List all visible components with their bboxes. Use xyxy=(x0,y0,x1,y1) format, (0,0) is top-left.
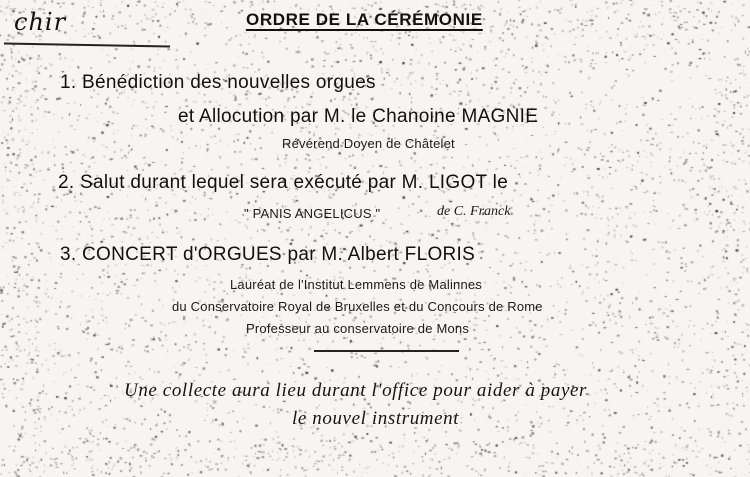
footer-note-line-1: Une collecte aura lieu durant l'office pour aider à payer xyxy=(124,380,588,401)
item-2-work-title: " PANIS ANGELICUS " xyxy=(244,206,381,221)
item-2-work-composer: de C. Franck xyxy=(437,204,511,219)
item-3-line-1: 3. CONCERT d'ORGUES par M. Albert FLORIS xyxy=(60,244,476,265)
footer-note-line-2: le nouvel instrument xyxy=(292,408,460,429)
item-2-line-1: 2. Salut durant lequel sera exécuté par M. LIGOT le xyxy=(58,172,509,193)
item-3-credential-1: Lauréat de l'Institut Lemmens de Malinnes xyxy=(230,277,483,292)
page-title: ORDRE DE LA CÉRÉMONIE xyxy=(246,10,483,29)
item-1-line-3: Révérend Doyen de Châtelet xyxy=(282,136,455,151)
item-3-credential-2: du Conservatoire Royal de Bruxelles et du Concours de Rome xyxy=(172,299,543,314)
item-1-line-1: 1. Bénédiction des nouvelles orgues xyxy=(60,72,376,93)
separator-rule xyxy=(314,350,459,352)
item-1-line-2: et Allocution par M. le Chanoine MAGNIE xyxy=(178,106,539,127)
item-3-credential-3: Professeur au conservatoire de Mons xyxy=(246,321,470,336)
handwritten-mark: chir xyxy=(14,8,67,36)
handwritten-underline xyxy=(4,43,170,48)
